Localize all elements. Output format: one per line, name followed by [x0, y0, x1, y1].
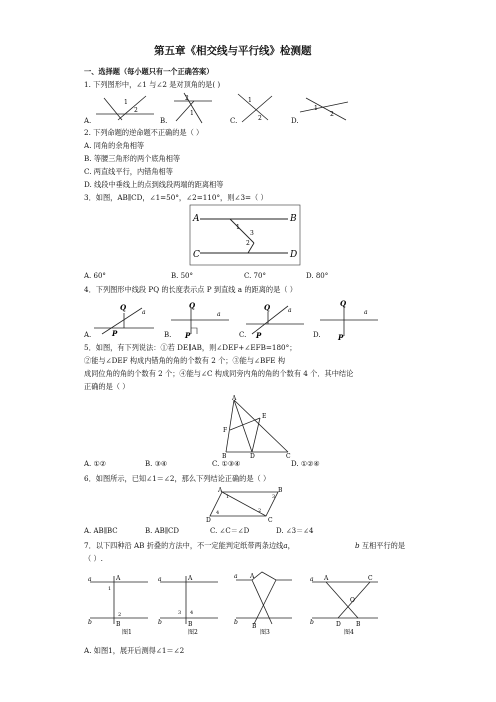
q7-var-b: b [355, 541, 360, 550]
q7-figure-3 [232, 572, 294, 634]
q4-figure-a [94, 298, 154, 336]
svg-text:A: A [250, 573, 255, 580]
q4-option-b: B. [164, 331, 172, 339]
q5-option-b: B. ③④ [145, 460, 168, 468]
q2-option-d: D. 线段中垂线上的点到线段两端的距离相等 [84, 180, 224, 189]
q1-figure-b [174, 93, 214, 123]
q7-stem-a: 7．以下四种沿 AB 折叠的方法中，不一定能判定纸带两条边线 [84, 541, 284, 550]
q4-option-a: A. [84, 331, 92, 339]
q7-fig4-caption: 图4 [344, 629, 354, 636]
question-1-stem: 1. 下列图形中，∠1 与∠2 是对顶角的是( ) [84, 80, 221, 89]
svg-text:a: a [158, 576, 162, 583]
svg-text:4: 4 [216, 510, 220, 516]
q3-angle-2: 2 [246, 240, 250, 247]
q5-label-e: E [262, 413, 267, 420]
q3-option-d: D. 80° [306, 272, 329, 280]
q4-option-d: D. [313, 331, 321, 339]
svg-text:Q: Q [264, 303, 271, 312]
q7-figure-1 [88, 572, 150, 634]
svg-text:a: a [364, 309, 368, 316]
q4-figure-b [171, 298, 231, 340]
q6-option-b: B. AB∥CD [145, 527, 179, 535]
q3-angle-1: 1 [236, 224, 240, 231]
q7-answer-paren: （ ）. [84, 554, 103, 563]
svg-text:B: B [252, 623, 257, 630]
q3-option-b: B. 50° [171, 272, 194, 280]
q3-option-c: C. 70° [244, 272, 266, 280]
svg-text:a: a [88, 576, 92, 583]
q1-figure-a [96, 92, 156, 122]
q7-stem-tail [355, 541, 405, 550]
q5-label-f: F [223, 427, 228, 434]
svg-text:2: 2 [258, 508, 262, 514]
q7-figure-2 [158, 572, 220, 634]
q1-option-a: A. [84, 117, 92, 125]
svg-text:2: 2 [258, 115, 262, 122]
question-5-line-3: 成同位角的角的个数有 2 个；④能与∠C 构成同旁内角的角的个数有 4 个．其中结论 [84, 369, 354, 378]
q5-option-a: A. ①② [84, 460, 107, 468]
svg-text:1: 1 [248, 97, 252, 104]
q6-option-a: A. AB∥BC [84, 527, 118, 535]
svg-text:Q: Q [120, 303, 127, 312]
svg-text:A: A [116, 575, 121, 582]
q7-fig2-caption: 图2 [188, 629, 198, 636]
svg-text:b: b [310, 619, 314, 626]
svg-text:A: A [188, 575, 193, 582]
q5-figure [222, 395, 292, 460]
svg-text:b: b [158, 619, 162, 626]
svg-text:C: C [368, 575, 373, 582]
q5-option-d: D. ①②④ [291, 460, 320, 468]
svg-text:P: P [338, 333, 344, 342]
svg-text:C: C [268, 517, 273, 524]
svg-text:D: D [336, 621, 341, 628]
svg-text:P: P [112, 329, 118, 338]
svg-text:2: 2 [330, 111, 334, 118]
svg-text:A: A [218, 487, 223, 494]
q5-label-d: D [250, 453, 255, 460]
question-5-line-2: ②能与∠DEF 构成内错角的角的个数有 2 个；③能与∠BFE 构 [84, 356, 286, 365]
question-6-stem: 6．如图所示，已知∠1＝∠2，那么下列结论正确的是（ ） [84, 474, 271, 483]
q7-fig3-caption: 图3 [260, 629, 270, 636]
q6-option-d: D. ∠3＝∠4 [276, 527, 314, 535]
q7-var-a: a [283, 541, 288, 550]
q5-label-b: B [222, 453, 227, 460]
q4-figure-c [246, 298, 306, 340]
svg-text:Q: Q [340, 299, 347, 308]
svg-text:P: P [256, 331, 262, 340]
svg-text:a: a [310, 576, 314, 583]
q2-option-c: C. 两直线平行，内错角相等 [84, 167, 173, 176]
svg-text:1: 1 [190, 110, 194, 117]
svg-text:O: O [350, 597, 355, 604]
question-5-line-1: 5．如图，有下列说法：①若 DE∥AB，则∠DEF+∠EFB=180°； [84, 343, 297, 352]
svg-text:2: 2 [185, 95, 189, 102]
q6-option-c: C. ∠C＝∠D [210, 527, 250, 535]
q5-label-a: A [232, 395, 237, 402]
question-3-stem: 3．如图，AB∥CD，∠1=50°，∠2=110°，则∠3=（ ） [84, 193, 268, 202]
svg-text:1: 1 [226, 494, 230, 500]
q7-stem-b: 互相平行的是 [361, 541, 406, 550]
q3-angle-3: 3 [250, 230, 254, 237]
q1-option-b: B. [160, 117, 168, 125]
q3-label-c: C [193, 250, 200, 260]
q7-fig1-caption: 图1 [122, 629, 132, 636]
q3-label-d: D [290, 250, 298, 260]
page-title: 第五章《相交线与平行线》检测题 [154, 45, 312, 57]
svg-text:a: a [288, 307, 292, 314]
svg-text:D: D [206, 517, 211, 524]
svg-text:3: 3 [178, 610, 182, 616]
svg-text:3: 3 [272, 494, 276, 500]
q3-option-a: A. 60° [84, 272, 106, 280]
q1-option-d: D. [291, 117, 299, 125]
q1-figure-d [300, 96, 350, 126]
svg-text:Q: Q [189, 301, 196, 310]
svg-text:2: 2 [118, 612, 122, 618]
svg-text:B: B [188, 621, 193, 628]
question-2-stem: 2. 下列命题的逆命题不正确的是（ ） [84, 128, 204, 137]
svg-text:B: B [356, 621, 361, 628]
q4-figure-d [320, 296, 380, 342]
svg-text:B: B [278, 487, 283, 494]
svg-text:1: 1 [124, 99, 128, 106]
svg-text:2: 2 [134, 107, 138, 114]
svg-text:a: a [142, 309, 146, 316]
q3-figure [190, 205, 300, 265]
q5-label-c: C [286, 453, 291, 460]
q3-label-a: A [193, 214, 200, 224]
svg-text:a: a [217, 311, 221, 318]
q1-option-c: C. [230, 117, 238, 125]
svg-text:b: b [234, 619, 238, 626]
q5-option-c: C. ①③④ [212, 460, 241, 468]
q2-option-a: A. 同角的余角相等 [84, 141, 145, 150]
q1-figure-c [238, 92, 278, 124]
svg-text:b: b [88, 619, 92, 626]
q7-figure-4 [310, 572, 380, 634]
section-heading: 一、选择题（每小题只有一个正确答案） [84, 67, 214, 76]
q6-figure [206, 486, 286, 522]
svg-text:4: 4 [190, 610, 194, 616]
q7-option-a: A. 如图1，展开后测得∠1＝∠2 [84, 646, 185, 655]
svg-text:1: 1 [108, 586, 112, 592]
svg-text:a: a [234, 573, 238, 580]
svg-text:A: A [324, 575, 329, 582]
question-5-line-4: 正确的是（ ） [84, 382, 130, 391]
q4-option-c: C. [239, 331, 247, 339]
q7-comma: ， [287, 541, 295, 550]
svg-text:P: P [185, 331, 191, 340]
question-7-stem [84, 541, 295, 550]
svg-text:1: 1 [314, 105, 318, 112]
svg-text:B: B [116, 621, 121, 628]
q2-option-b: B. 等腰三角形的两个底角相等 [84, 154, 181, 163]
question-4-stem: 4．下列图形中线段 PQ 的长度表示点 P 到直线 a 的距离的是（ ） [84, 285, 297, 294]
q3-label-b: B [290, 214, 297, 224]
